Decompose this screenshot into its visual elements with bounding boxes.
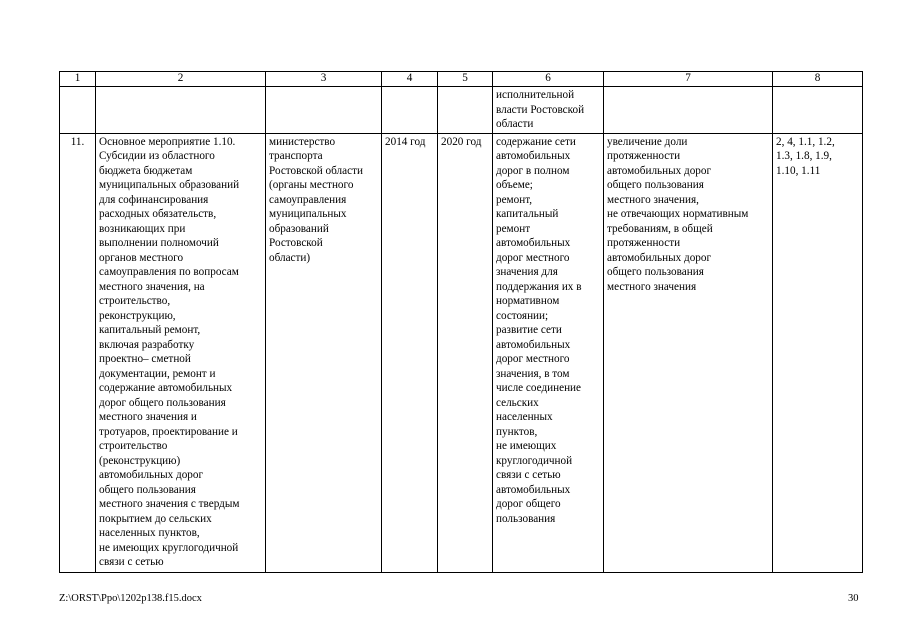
cont-cell-4 xyxy=(382,87,438,134)
header-cell-7: 7 xyxy=(604,72,773,87)
header-cell-5: 5 xyxy=(438,72,493,87)
table-header-row xyxy=(60,72,863,87)
header-cell-8: 8 xyxy=(773,72,863,87)
responsible-executor-cell: министерство транспорта Ростовской области (органы местного самоуправления муниципальных образований Ростовской области) xyxy=(266,133,382,572)
expected-result-cell: содержание сети автомобильных дорог в полном объеме; ремонт, капитальный ремонт автомобильных дорог местного значения для поддержания их в нормативном состоянии; развитие сети автомобильных дорог местного значения, в том числе соединение сельских населенных пунктов, не имеющих круглогодичной связи с сетью автомобильных дорог общего пользования xyxy=(493,133,604,572)
cont-cell-6: исполнительной власти Ростовской области xyxy=(493,87,604,134)
consequences-cell: увеличение доли протяженности автомобильных дорог общего пользования местного значения, не отвечающих нормативным требованиям, в общей протяженности автомобильных дорог общего пользования местного значения xyxy=(604,133,773,572)
table-row-continuation xyxy=(60,87,863,134)
header-cell-3: 3 xyxy=(266,72,382,87)
start-year-cell: 2014 год xyxy=(382,133,438,572)
header-cell-1: 1 xyxy=(60,72,96,87)
activity-name-cell: Основное мероприятие 1.10. Субсидии из областного бюджета бюджетам муниципальных образований для софинансирования расходных обязательств, возникающих при выполнении полномочий органов местного самоуправления по вопросам местного значения, на строительство, реконструкцию, капитальный ремонт, включая разработку проектно– сметной документации, ремонт и содержание автомобильных дорог общего пользования местного значения и тротуаров, проектирование и строительство (реконструкцию) автомобильных дорог общего пользования местного значения с твердым покрытием до сельских населенных пунктов, не имеющих круглогодичной связи с сетью xyxy=(96,133,266,572)
cont-cell-3 xyxy=(266,87,382,134)
document-table xyxy=(59,71,863,573)
header-cell-4: 4 xyxy=(382,72,438,87)
header-cell-2: 2 xyxy=(96,72,266,87)
table-row-11 xyxy=(60,133,863,572)
cont-cell-8 xyxy=(773,87,863,134)
indicators-link-cell: 2, 4, 1.1, 1.2, 1.3, 1.8, 1.9, 1.10, 1.11 xyxy=(773,133,863,572)
cont-cell-2 xyxy=(96,87,266,134)
footer-file-path: Z:\ORST\Ppo\1202p138.f15.docx xyxy=(59,593,202,604)
page-number: 30 xyxy=(848,593,859,604)
header-cell-6: 6 xyxy=(493,72,604,87)
cont-cell-7 xyxy=(604,87,773,134)
row-number-cell: 11. xyxy=(60,133,96,572)
end-year-cell: 2020 год xyxy=(438,133,493,572)
cont-cell-5 xyxy=(438,87,493,134)
cont-cell-1 xyxy=(60,87,96,134)
